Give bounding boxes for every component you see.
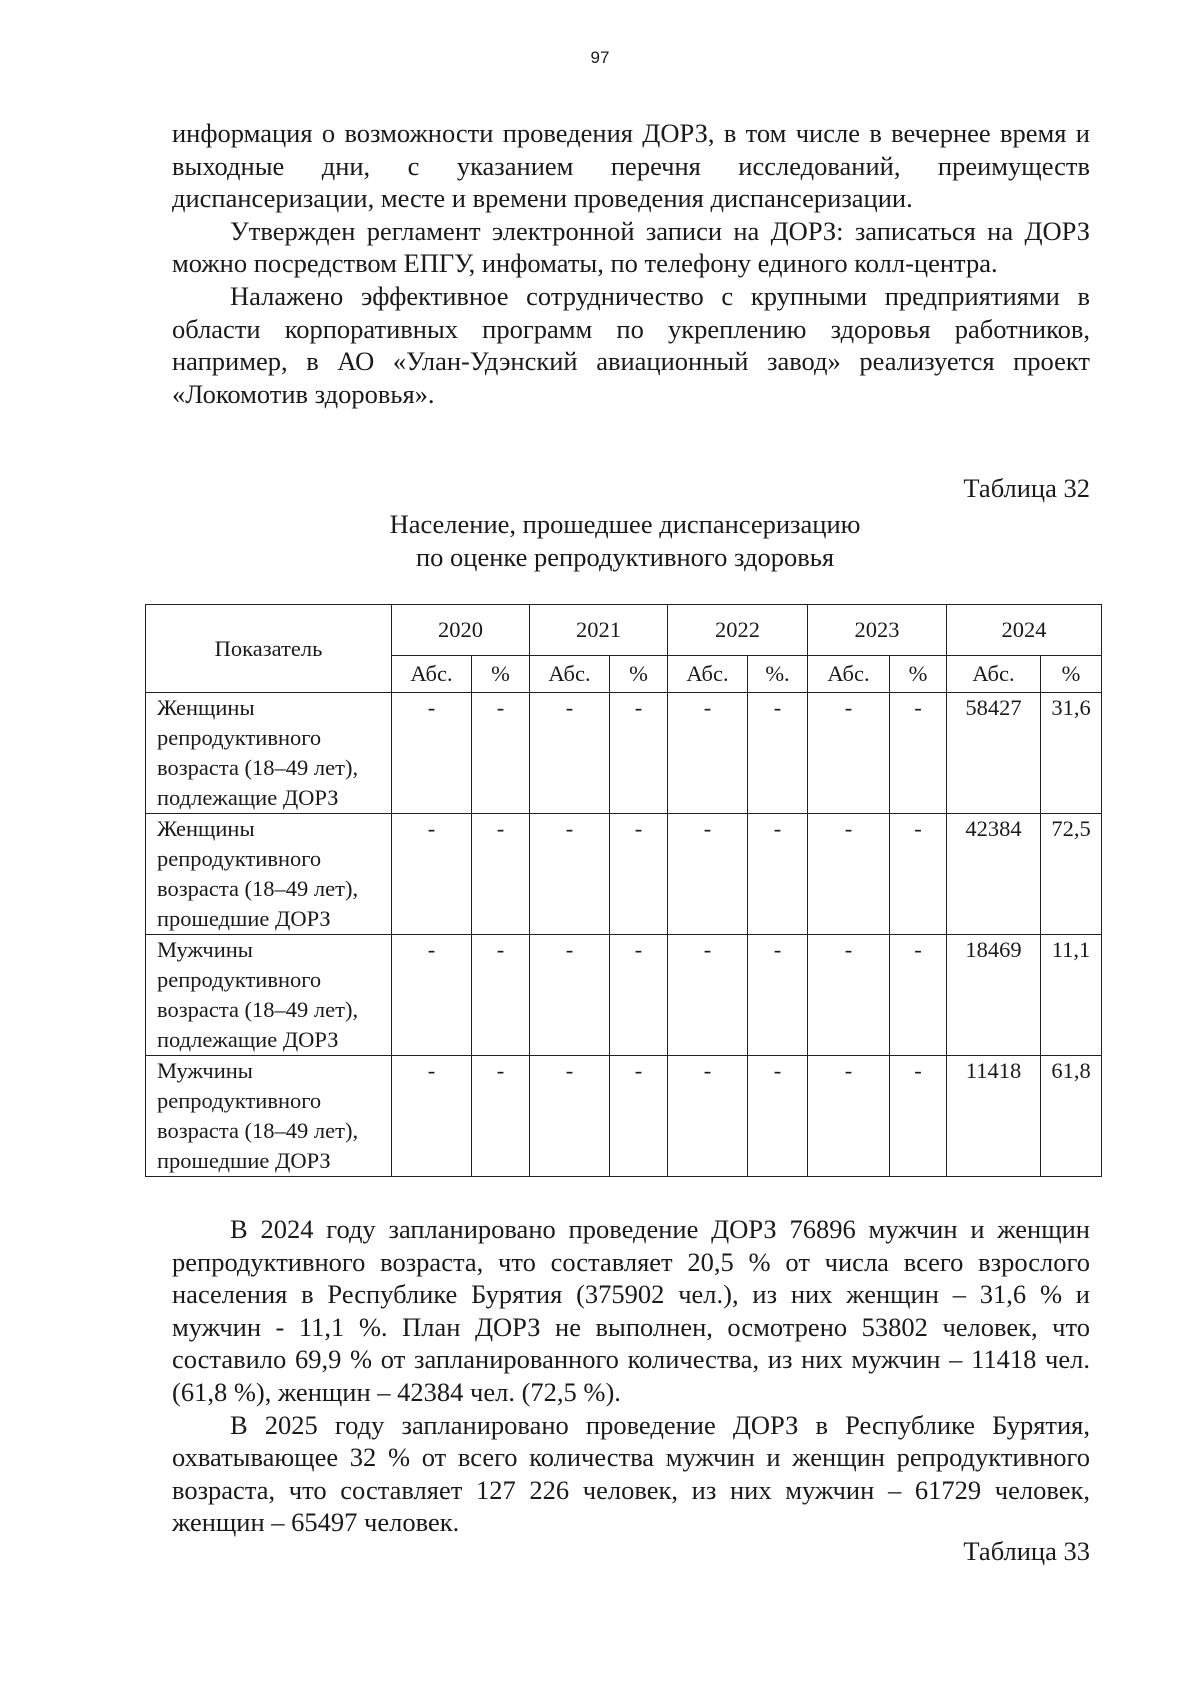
bottom-text-section	[172, 1213, 1090, 1539]
table-cell: -	[530, 935, 610, 1056]
table-row	[146, 935, 1102, 1056]
table-cell: -	[808, 1056, 890, 1177]
row-label: Женщины репродуктивного возраста (18–49 лет), прошедшие ДОРЗ	[146, 814, 392, 935]
table-cell: -	[392, 814, 472, 935]
table-cell: -	[392, 1056, 472, 1177]
paragraph-3: Налажено эффективное сотрудничество с крупными предприятиями в области корпоративных программ по укреплению здоровья работников, например, в АО «Улан-Удэнский авиационный завод» реализуется проект «Локомотив здоровья».	[172, 280, 1090, 409]
table-cell: -	[748, 935, 808, 1056]
row-label: Мужчины репродуктивного возраста (18–49 лет), подлежащие ДОРЗ	[146, 935, 392, 1056]
table-cell: -	[668, 935, 748, 1056]
table-cell: -	[668, 693, 748, 814]
subheader-abs: Абс.	[947, 656, 1041, 693]
table-cell: 31,6	[1041, 693, 1102, 814]
table-cell: -	[472, 1056, 530, 1177]
paragraph-5: В 2025 году запланировано проведение ДОРЗ в Республике Бурятия, охватывающее 32 % от всего количества мужчин и женщин репродуктивного возраста, что составляет 127 226 человек, из них мужчин – 61729 человек, женщин – 65497 человек.	[172, 1409, 1090, 1538]
table-cell: -	[472, 814, 530, 935]
table-row	[146, 814, 1102, 935]
table-cell: 72,5	[1041, 814, 1102, 935]
subheader-percent: %.	[748, 656, 808, 693]
table-row	[146, 693, 1102, 814]
indicator-header: Показатель	[146, 605, 392, 693]
subheader-percent: %	[1041, 656, 1102, 693]
year-header: 2024	[947, 605, 1102, 656]
year-header: 2022	[668, 605, 808, 656]
table-cell: -	[890, 1056, 947, 1177]
subheader-percent: %	[890, 656, 947, 693]
top-text-section	[172, 117, 1090, 410]
row-label: Женщины репродуктивного возраста (18–49 лет), подлежащие ДОРЗ	[146, 693, 392, 814]
paragraph-2: Утвержден регламент электронной записи на ДОРЗ: записаться на ДОРЗ можно посредством ЕПГУ, инфоматы, по телефону единого колл-центра.	[172, 215, 1090, 279]
table-cell: -	[890, 693, 947, 814]
table-cell: -	[808, 693, 890, 814]
table-cell: -	[530, 693, 610, 814]
table-cell: -	[890, 814, 947, 935]
table-cell: -	[610, 1056, 668, 1177]
row-label: Мужчины репродуктивного возраста (18–49 лет), прошедшие ДОРЗ	[146, 1056, 392, 1177]
table-cell: 11,1	[1041, 935, 1102, 1056]
paragraph-1: информация о возможности проведения ДОРЗ, в том числе в вечернее время и выходные дни, с указанием перечня исследований, преимуществ диспансеризации, месте и времени проведения диспансеризации.	[172, 118, 1090, 214]
table-cell: 11418	[947, 1056, 1041, 1177]
table-32-title-line-2: по оценке репродуктивного здоровья	[415, 541, 835, 572]
table-cell: -	[530, 1056, 610, 1177]
table-cell: 18469	[947, 935, 1041, 1056]
page-number: 97	[590, 48, 610, 67]
table-header-years	[146, 605, 1102, 656]
table-cell: 42384	[947, 814, 1041, 935]
table-cell: -	[668, 814, 748, 935]
table-cell: -	[530, 814, 610, 935]
table-cell: -	[748, 814, 808, 935]
table-cell: -	[748, 693, 808, 814]
table-32	[145, 604, 1102, 1177]
table-cell: -	[748, 1056, 808, 1177]
subheader-abs: Абс.	[392, 656, 472, 693]
subheader-percent: %	[610, 656, 668, 693]
table-cell: -	[808, 814, 890, 935]
table-cell: -	[392, 693, 472, 814]
table-33-label: Таблица 33	[963, 1536, 1090, 1566]
table-32-title-line-1: Население, прошедшее диспансеризацию	[389, 509, 861, 539]
year-header: 2021	[530, 605, 668, 656]
table-cell: -	[610, 935, 668, 1056]
subheader-abs: Абс.	[668, 656, 748, 693]
table-32-label: Таблица 32	[963, 473, 1090, 503]
table-cell: -	[890, 935, 947, 1056]
table-cell: -	[472, 693, 530, 814]
year-header: 2023	[808, 605, 947, 656]
subheader-abs: Абс.	[808, 656, 890, 693]
table-cell: 58427	[947, 693, 1041, 814]
table-cell: 61,8	[1041, 1056, 1102, 1177]
table-cell: -	[808, 935, 890, 1056]
paragraph-4: В 2024 году запланировано проведение ДОРЗ 76896 мужчин и женщин репродуктивного возраста, что составляет 20,5 % от числа всего взрослого населения в Республике Бурятия (375902 чел.), из них женщин – 31,6 % и мужчин - 11,1 %. План ДОРЗ не выполнен, осмотрено 53802 человек, что составило 69,9 % от запланированного количества, из них мужчин – 11418 чел. (61,8 %), женщин – 42384 чел. (72,5 %).	[172, 1214, 1090, 1407]
year-header: 2020	[392, 605, 530, 656]
table-cell: -	[392, 935, 472, 1056]
table-32-title	[0, 508, 1200, 573]
table-cell: -	[610, 814, 668, 935]
table-cell: -	[610, 693, 668, 814]
subheader-percent: %	[472, 656, 530, 693]
table-cell: -	[668, 1056, 748, 1177]
table-row	[146, 1056, 1102, 1177]
table-cell: -	[472, 935, 530, 1056]
subheader-abs: Абс.	[530, 656, 610, 693]
